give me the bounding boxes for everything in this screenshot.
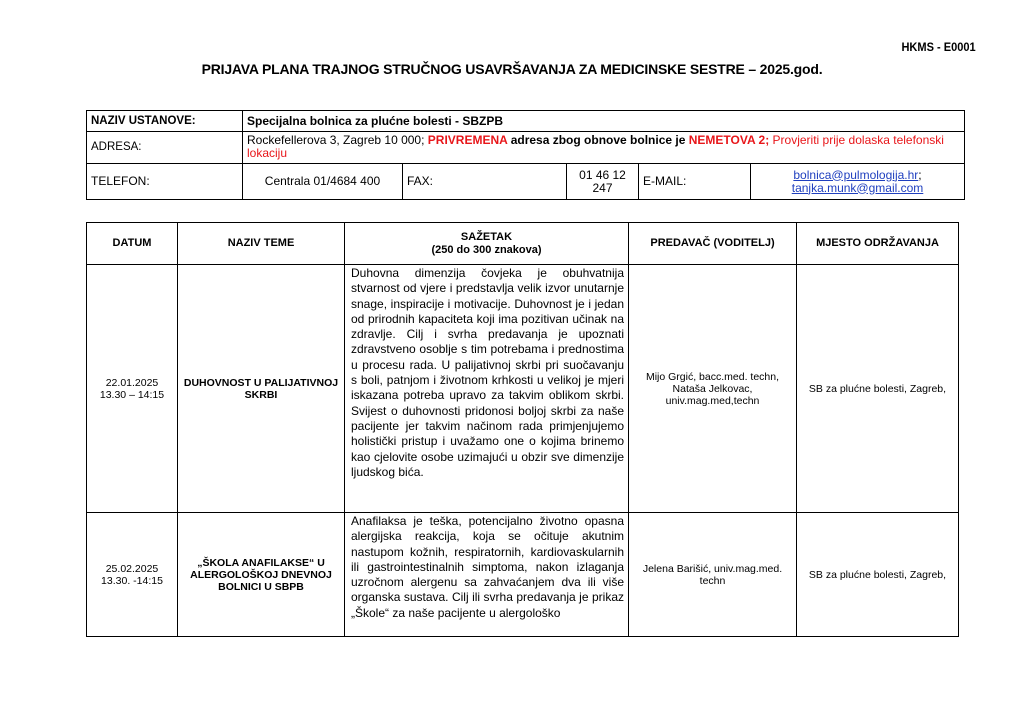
fax-value: 01 46 12 247 xyxy=(567,164,639,200)
header-topic: NAZIV TEME xyxy=(178,223,345,265)
email-link-hospital[interactable]: bolnica@pulmologija.hr xyxy=(793,167,919,182)
row-summary xyxy=(345,513,629,637)
address-label: ADRESA: xyxy=(87,132,243,164)
row-lecturer: Mijo Grgić, bacc.med. techn, Nataša Jelkovac, univ.mag.med,techn xyxy=(629,265,797,513)
name-label: NAZIV USTANOVE: xyxy=(87,111,243,132)
time-value: 13.30. -14:15 xyxy=(101,574,163,587)
header-summary-sub: (250 do 300 znakova) xyxy=(431,243,542,256)
email-value xyxy=(751,164,965,200)
time-value: 13.30 – 14:15 xyxy=(99,388,165,401)
page-title: PRIJAVA PLANA TRAJNOG STRUČNOG USAVRŠAVANJA ZA MEDICINSKE SESTRE – 2025.god. xyxy=(201,61,823,77)
row-lecturer: Jelena Barišić, univ.mag.med. techn xyxy=(629,513,797,637)
phone-value: Centrala 01/4684 400 xyxy=(243,164,403,200)
form-code: HKMS - E0001 xyxy=(901,40,976,54)
institution-name: Specijalna bolnica za plućne bolesti - SBZPB xyxy=(243,111,965,132)
row-location: SB za plućne bolesti, Zagreb, xyxy=(797,513,959,637)
address-temporary-text: adresa zbog obnove bolnice je xyxy=(507,133,689,147)
education-plan-table xyxy=(86,222,959,637)
table-row xyxy=(87,265,959,513)
row-date xyxy=(87,513,178,637)
address-temporary-street: NEMETOVA 2; xyxy=(688,133,770,147)
header-summary xyxy=(345,223,629,265)
summary-text: Duhovna dimenzija čovjeka je obuhvatnija stvarnost od vjere i predstavlja velik izvor unutarnje snage, inspiracije i motivacije. Duhovnost je i jedan od prirodnih kapaciteta koji ima pozitivan učinak na zdravlje. Cilj i svrha predavanja je upoznati zdravstveno osoblje s tim potrebama i prednostima u procesu rada. U palijativnoj skrbi pri suočavanju s boli, patnjom i životnom krhkosti u velikoj je mjeri iskazana potreba upravo za takvim oblikom skrbi. Svijest o duhovnosti pridonosi boljoj skrbi za naše pacijente jer takvim načinom rada primjenjujemo holistički pristup i uvažamo one o kojima brinemo kao cjelovite osobe uzimajući u obzir sve dimenzije ljudskog bića. xyxy=(351,266,624,479)
row-date xyxy=(87,265,178,513)
address-note: Provjeriti prije dolaska telefonski lokaciju xyxy=(247,133,944,160)
institution-table xyxy=(86,110,965,200)
email-link-personal[interactable]: tanjka.munk@gmail.com xyxy=(791,180,924,195)
header-location: MJESTO ODRŽAVANJA xyxy=(797,223,959,265)
row-summary xyxy=(345,265,629,513)
address-temporary-label: PRIVREMENA xyxy=(427,133,508,147)
date-value: 22.01.2025 xyxy=(105,376,159,389)
phone-label: TELEFON: xyxy=(87,164,243,200)
header-date: DATUM xyxy=(87,223,178,265)
header-lecturer: PREDAVAČ (VODITELJ) xyxy=(629,223,797,265)
row-topic: „ŠKOLA ANAFILAKSE“ U ALERGOLOŠKOJ DNEVNOJ BOLNICI U SBPB xyxy=(178,513,345,637)
fax-label: FAX: xyxy=(403,164,567,200)
summary-text: Anafilaksa je teška, potencijalno životno opasna alergijska reakcija, koja se očituje akutnim nastupom kožnih, respiratornih, kardiovaskularnih ili gastrointestinalnih simptoma, nakon izlaganja uzročnom alergenu sa zahvaćanjem dva ili više organska sustava. Cilj ili svrha predavanja je prikaz „Škole“ za naše pacijente u alergološko xyxy=(351,514,624,620)
date-value: 25.02.2025 xyxy=(105,562,159,575)
table-row xyxy=(87,513,959,637)
row-location: SB za plućne bolesti, Zagreb, xyxy=(797,265,959,513)
email-separator: ; xyxy=(918,167,922,182)
header-summary-title: SAŽETAK xyxy=(460,230,513,243)
email-label: E-MAIL: xyxy=(639,164,751,200)
table-header-row xyxy=(87,223,959,265)
address-value xyxy=(243,132,965,164)
address-street: Rockefellerova 3, Zagreb 10 000; xyxy=(247,133,428,147)
row-topic: DUHOVNOST U PALIJATIVNOJ SKRBI xyxy=(178,265,345,513)
